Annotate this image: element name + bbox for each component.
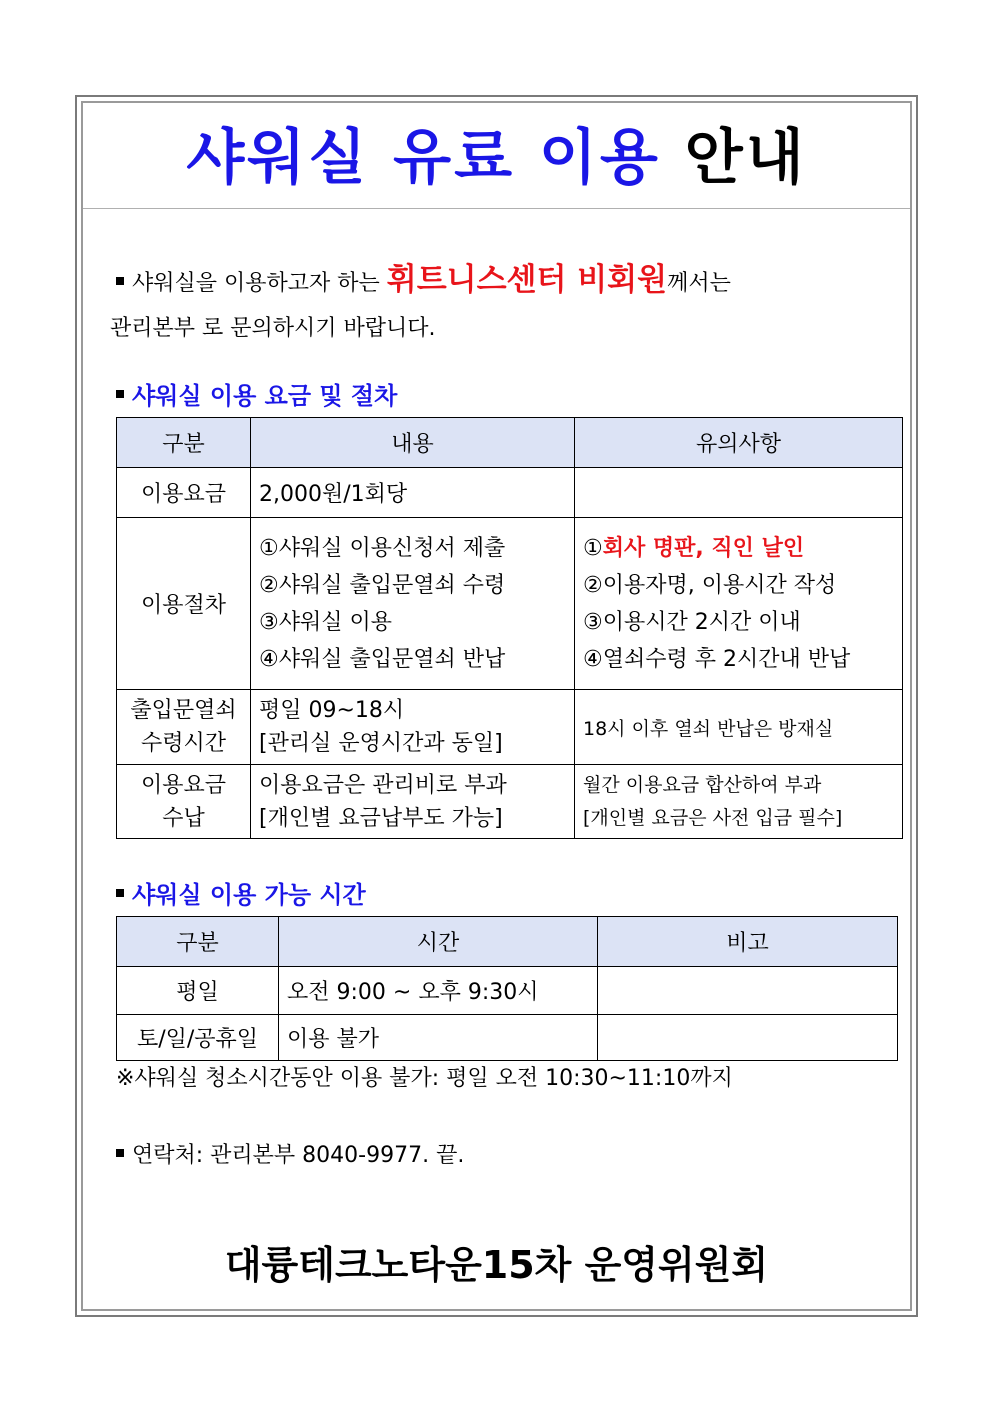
intro-highlight: 휘트니스센터 비회원 bbox=[386, 262, 668, 298]
fee-content: 2,000원/1회당 bbox=[251, 468, 575, 518]
key-time-label-2: 수령시간 bbox=[140, 731, 226, 756]
key-time-label bbox=[117, 690, 251, 765]
title-black-part: 안내 bbox=[684, 123, 807, 193]
section-fee-heading-text: 샤워실 이용 요금 및 절차 bbox=[132, 382, 398, 410]
payment-note bbox=[575, 765, 903, 839]
section-hours-heading-text: 샤워실 이용 가능 시간 bbox=[132, 881, 366, 909]
intro-line-1 bbox=[116, 262, 896, 302]
intro-line-2: 관리본부 로 문의하시기 바랍니다. bbox=[110, 316, 436, 341]
payment-note-1: 월간 이용요금 합산하여 부과 bbox=[583, 773, 822, 796]
table-row bbox=[117, 765, 903, 839]
cleaning-notice: ※샤워실 청소시간동안 이용 불가: 평일 오전 10:30~11:10까지 bbox=[116, 1066, 733, 1091]
payment-content-1: 이용요금은 관리비로 부과 bbox=[259, 772, 507, 798]
payment-label-2: 수납 bbox=[162, 805, 205, 831]
header-remarks: 비고 bbox=[598, 917, 898, 967]
header-notes: 유의사항 bbox=[575, 418, 903, 468]
hours-time: 오전 9:00 ~ 오후 9:30시 bbox=[279, 967, 598, 1015]
table-row bbox=[117, 1015, 898, 1061]
procedure-step: ②샤워실 출입문열쇠 수령 bbox=[259, 572, 506, 598]
header-time: 시간 bbox=[279, 917, 598, 967]
procedure-step: ④샤워실 출입문열쇠 반납 bbox=[259, 646, 506, 672]
hours-note bbox=[598, 967, 898, 1015]
page-title bbox=[83, 110, 910, 206]
procedure-note: ③이용시간 2시간 이내 bbox=[583, 609, 801, 635]
header-category: 구분 bbox=[117, 418, 251, 468]
payment-label-1: 이용요금 bbox=[140, 772, 226, 798]
bullet-icon bbox=[116, 889, 124, 897]
payment-content-2: [개인별 요금납부도 가능] bbox=[259, 805, 503, 831]
key-time-content-1: 평일 09~18시 bbox=[259, 698, 405, 723]
table-row bbox=[117, 690, 903, 765]
payment-note-2: [개인별 요금은 사전 입금 필수] bbox=[583, 806, 843, 829]
header-category: 구분 bbox=[117, 917, 279, 967]
contact-line bbox=[116, 1141, 464, 1171]
procedure-step: ①샤워실 이용신청서 제출 bbox=[259, 535, 506, 561]
title-blue-part: 샤워실 유료 이용 bbox=[186, 123, 661, 193]
key-time-note: 18시 이후 열쇠 반납은 방재실 bbox=[575, 690, 903, 765]
hours-label: 평일 bbox=[117, 967, 279, 1015]
fee-note bbox=[575, 468, 903, 518]
bullet-icon bbox=[116, 390, 124, 398]
key-time-content bbox=[251, 690, 575, 765]
fee-label: 이용요금 bbox=[117, 468, 251, 518]
title-divider bbox=[83, 208, 910, 209]
table-header-row bbox=[117, 418, 903, 468]
footer-organization: 대륭테크노타운15차 운영위원회 bbox=[224, 1243, 769, 1287]
table-row bbox=[117, 468, 903, 518]
procedure-note-number: ① bbox=[583, 535, 603, 561]
procedure-steps bbox=[251, 518, 575, 690]
fee-procedure-table bbox=[116, 417, 903, 839]
procedure-note: ②이용자명, 이용시간 작성 bbox=[583, 572, 837, 598]
procedure-note bbox=[583, 530, 894, 567]
hours-note bbox=[598, 1015, 898, 1061]
table-row bbox=[117, 518, 903, 690]
intro-text-before: 샤워실을 이용하고자 하는 bbox=[132, 271, 387, 296]
bullet-icon bbox=[116, 1149, 124, 1157]
key-time-content-2: [관리실 운영시간과 동일] bbox=[259, 731, 503, 756]
header-content: 내용 bbox=[251, 418, 575, 468]
contact-text: 연락처: 관리본부 8040-9977. 끝. bbox=[132, 1143, 465, 1168]
procedure-step: ③샤워실 이용 bbox=[259, 609, 392, 635]
procedure-note: ④열쇠수령 후 2시간내 반납 bbox=[583, 646, 851, 672]
hours-time: 이용 불가 bbox=[279, 1015, 598, 1061]
section-fee-heading bbox=[116, 381, 397, 411]
hours-label: 토/일/공휴일 bbox=[117, 1015, 279, 1061]
payment-label bbox=[117, 765, 251, 839]
payment-content bbox=[251, 765, 575, 839]
table-row bbox=[117, 967, 898, 1015]
hours-table bbox=[116, 916, 898, 1061]
procedure-label: 이용절차 bbox=[117, 518, 251, 690]
intro-text-after: 께서는 bbox=[667, 271, 731, 296]
procedure-notes bbox=[575, 518, 903, 690]
key-time-label-1: 출입문열쇠 bbox=[130, 698, 237, 723]
bullet-icon bbox=[116, 277, 124, 285]
table-header-row bbox=[117, 917, 898, 967]
procedure-note-important: 회사 명판, 직인 날인 bbox=[602, 535, 805, 561]
section-hours-heading bbox=[116, 880, 366, 910]
